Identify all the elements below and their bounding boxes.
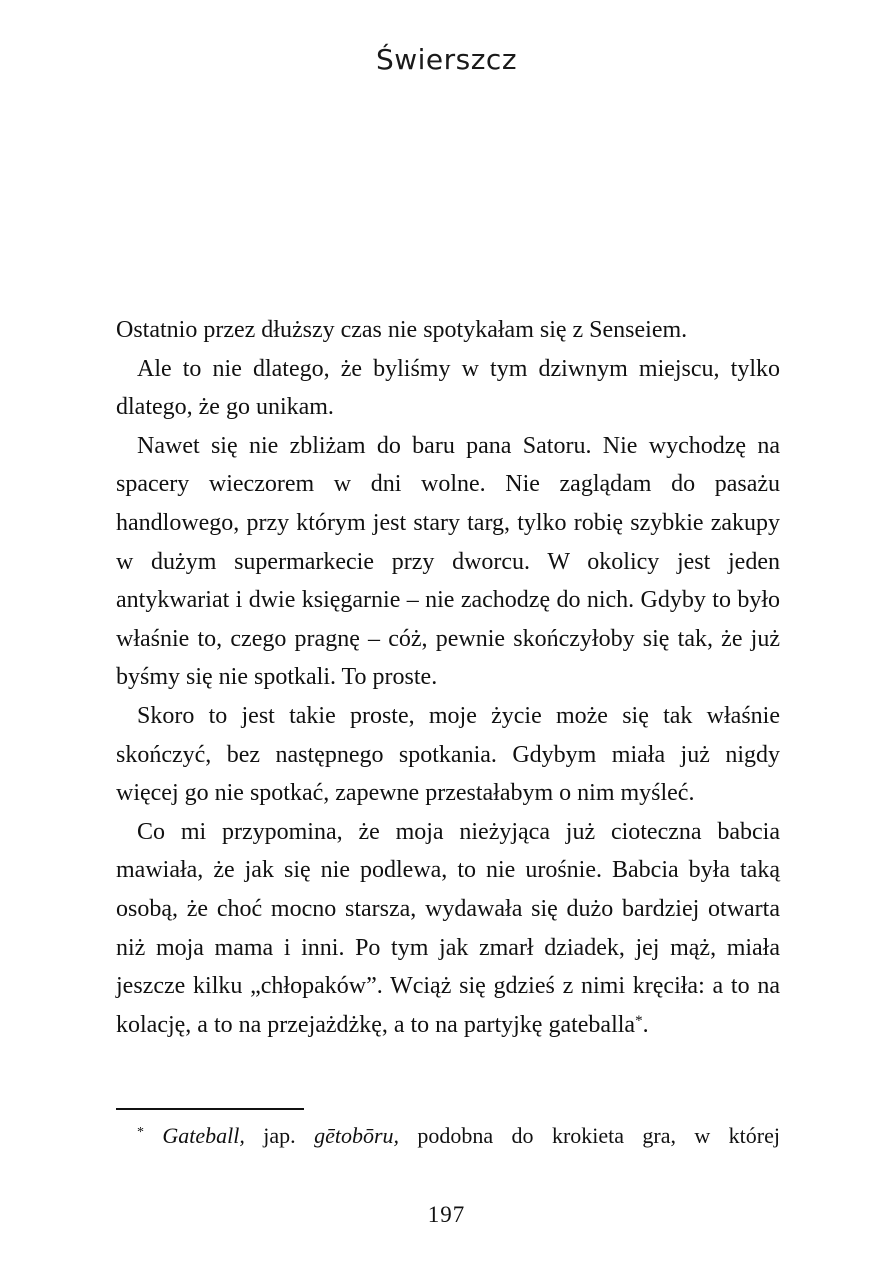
footnote-reference: * bbox=[635, 1012, 643, 1029]
paragraph: Skoro to jest takie proste, moje życie może się tak właśnie skończyć, bez następnego spotkania. Gdybym miała już nigdy więcej go nie spotkać, zapewne przestałabym o nim myśleć. bbox=[116, 702, 780, 807]
footnote-text: podobna do krokieta gra, w której bbox=[417, 1123, 780, 1148]
page-number: 197 bbox=[427, 1202, 466, 1227]
footnote-japanese: gētobōru, bbox=[314, 1123, 400, 1148]
chapter-title: Świerszcz bbox=[375, 43, 518, 76]
body-text bbox=[116, 311, 780, 1044]
paragraph: Co mi przypomina, że moja nieżyjąca już cioteczna babcia mawiała, że jak się nie podlewa, to nie urośnie. Babcia była taką osobą, że choć mocno starsza, wydawała się dużo bardziej otwarta niż moja mama i inni. Po tym jak zmarł dziadek, jej mąż, miała jeszcze kilku „chłopaków”. Wciąż się gdzieś z nimi kręciła: a to na kolację, a to na przejażdżkę, a to na partyjkę gateballa*. bbox=[116, 818, 780, 1038]
footnote bbox=[116, 1120, 780, 1152]
paragraph: Nawet się nie zbliżam do baru pana Satoru. Nie wychodzę na spacery wieczorem w dni wolne. Nie zaglądam do pasażu handlowego, przy którym jest stary targ, tylko robię szybkie zakupy w dużym supermarkecie przy dworcu. W okolicy jest jeden antykwariat i dwie księgarnie – nie zachodzę do nich. Gdyby to było właśnie to, czego pragnę – cóż, pewnie skończyłoby się tak, że już byśmy się nie spotkali. To proste. bbox=[116, 432, 780, 691]
footnote-marker: * bbox=[137, 1125, 144, 1140]
paragraph: Ostatnio przez dłuższy czas nie spotykałam się z Senseiem. bbox=[116, 317, 688, 343]
footnote-abbr: jap. bbox=[263, 1123, 296, 1148]
footnote-term: Gateball, bbox=[162, 1123, 245, 1148]
footnote-divider bbox=[116, 1108, 304, 1110]
paragraph-text: Co mi przypomina, że moja nieżyjąca już cioteczna babcia mawiała, że jak się nie podlewa, to nie urośnie. Babcia była taką osobą, że choć mocno starsza, wydawała się dużo bardziej otwarta niż moja mama i inni. Po tym jak zmarł dziadek, jej mąż, miała jeszcze kilku „chłopaków”. Wciąż się gdzieś z nimi kręciła: a to na kolację, a to na przejażdżkę, a to na partyjkę gateballa bbox=[116, 818, 780, 1038]
paragraph: Ale to nie dlatego, że byliśmy w tym dziwnym miejscu, tylko dlatego, że go unikam. bbox=[116, 355, 780, 421]
